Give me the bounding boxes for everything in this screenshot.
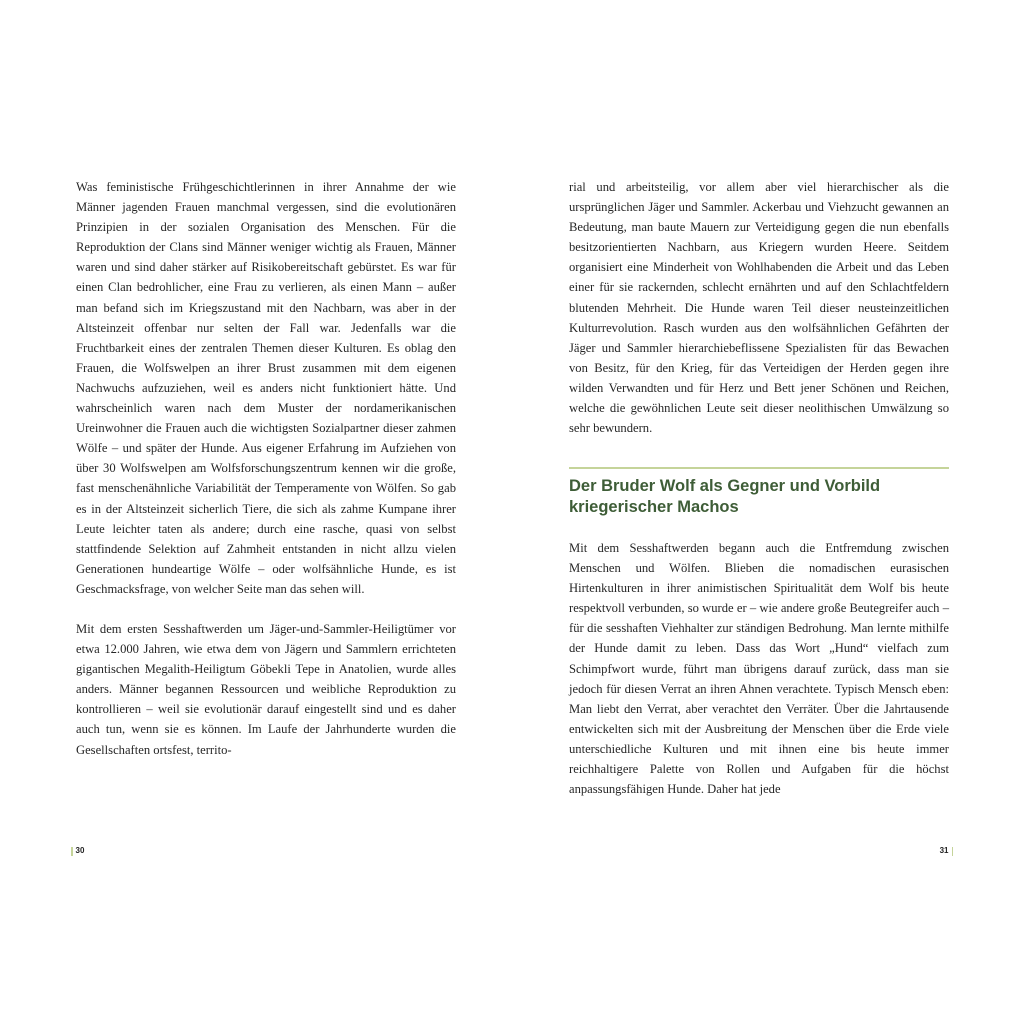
body-paragraph: Was feministische Frühgeschichtlerinnen in ihrer Annahme der wie Männer jagenden Frauen manchmal vergessen, sind die evolutionären Prinzipien in der sozialen Organisation des Menschen. Für die Reproduktion der Clans sind Männer weniger wichtig als Frauen, Männer waren und sind daher stärker auf Risikobereitschaft gebürstet. Es war für einen Clan bedrohlicher, eine Frau zu verlieren, als einen Mann – außer man befand sich im Kriegszustand mit den Nachbarn, was aber in der Altsteinzeit offenbar nur selten der Fall war. Jedenfalls war die Fruchtbarkeit eines der zentralen Themen dieser Kulturen. Es oblag den Frauen, die Wolfswelpen an ihrer Brust zusammen mit dem eigenen Nachwuchs aufzuziehen, weil es anders nicht funktioniert hätte. Und wahrscheinlich waren nach dem Muster der nordamerikanischen Ureinwohner die Frauen auch die wichtigsten Sozialpartner dieser zahmen Wölfe – und später der Hunde. Aus eigener Erfahrung im Aufziehen von über 30 Wolfswelpen am Wolfsforschungszentrum kennen wir die große, fast menschenähnliche Variabilität der Temperamente von Wölfen. So gab es in der Altsteinzeit sicherlich Tiere, die sich als zahme Kumpane ihrer Leute leichter taten als andere; durch eine rasche, quasi von selbst stattfindende Selektion auf Zahmheit entstanden in nicht allzu vielen Generationen hundeartige Wölfe – oder wolfsähnliche Hunde, es ist Geschmacksfrage, von welcher Seite man das sehen will.: [76, 180, 456, 596]
folio-bar-icon: [952, 847, 954, 856]
page-number-label: 30: [75, 846, 85, 855]
right-page-intro-column: [569, 177, 949, 438]
body-paragraph: Mit dem ersten Sesshaftwerden um Jäger-und-Sammler-Heiligtümer vor etwa 12.000 Jahren, wie etwa dem von Jägern und Sammlern errichteten gigantischen Megalith-Heiligtum Göbekli Tepe in Anatolien, wurde alles anders. Männer begannen Ressourcen und weibliche Reproduktion zu kontrollieren – weil sie evolutionär darauf eingestellt sind und es daher auch tun, wenn sie es können. Im Laufe der Jahrhunderte wurden die Gesellschaften ortsfest, territo-: [76, 621, 456, 757]
body-paragraph: Mit dem Sesshaftwerden begann auch die Entfremdung zwischen Menschen und Wölfen. Blieben die nomadischen eurasischen Hirtenkulturen in ihrer animistischen Spiritualität dem Wolf bis heute respektvoll verbunden, so wurde er – wie andere große Beutegreifer auch – für die sesshaften Viehhalter zur ständigen Bedrohung. Man lernte mithilfe der Hunde damit zu leben. Dass das Wort „Hund“ vielfach zum Schimpfwort wurde, führt man übrigens darauf zurück, dass man sie jedoch für diesen Verrat an ihren Ahnen verachtete. Typisch Mensch eben: Man liebt den Verrat, aber verachtet den Verräter. Über die Jahrtausende entwickelten sich mit der Ausbreitung der Menschen über die Erde viele unterschiedliche Kulturen und mit ihnen eine bis heute immer reichhaltigere Palette von Rollen und Aufgaben für die höchst anpassungsfähigen Hunde. Daher hat jede: [569, 541, 949, 797]
right-page-section-column: [569, 538, 949, 799]
page-number-label: 31: [939, 846, 949, 855]
left-page-text-column: [76, 177, 456, 760]
page-number-right: [940, 846, 953, 856]
right-page: [512, 0, 1024, 1024]
section-heading: Der Bruder Wolf als Gegner und Vorbild kriegerischer Machos: [569, 477, 881, 516]
page-number-left: [71, 846, 84, 856]
body-paragraph: rial und arbeitsteilig, vor allem aber viel hierarchischer als die ursprünglichen Jäger und Sammler. Ackerbau und Viehzucht gewannen an Bedeutung, man baute Mauern zur Verteidigung gegen die nun ebenfalls besitzorientierten Nachbarn, aus Kriegern wurden Heere. Seitdem organisiert eine Minderheit von Wohlhabenden die Arbeit und das Leben einer für sie rackernden, schlecht ernährten und auf den Schlachtfeldern blutenden Mehrheit. Die Hunde waren Teil dieser neusteinzeitlichen Kulturrevolution. Rasch wurden aus den wolfsähnlichen Gefährten der Jäger und Sammler hierarchiebeflissene Spezialisten für das Bewachen von Besitz, für den Krieg, für das Verteidigen der Herden gegen ihre wilden Verwandten und für Herz und Bett jener Schönen und Reichen, welche die gewöhnlichen Leute seit dieser neolithischen Umwälzung so sehr bewundern.: [569, 180, 949, 436]
section-divider: [569, 467, 949, 469]
folio-bar-icon: [71, 847, 73, 856]
